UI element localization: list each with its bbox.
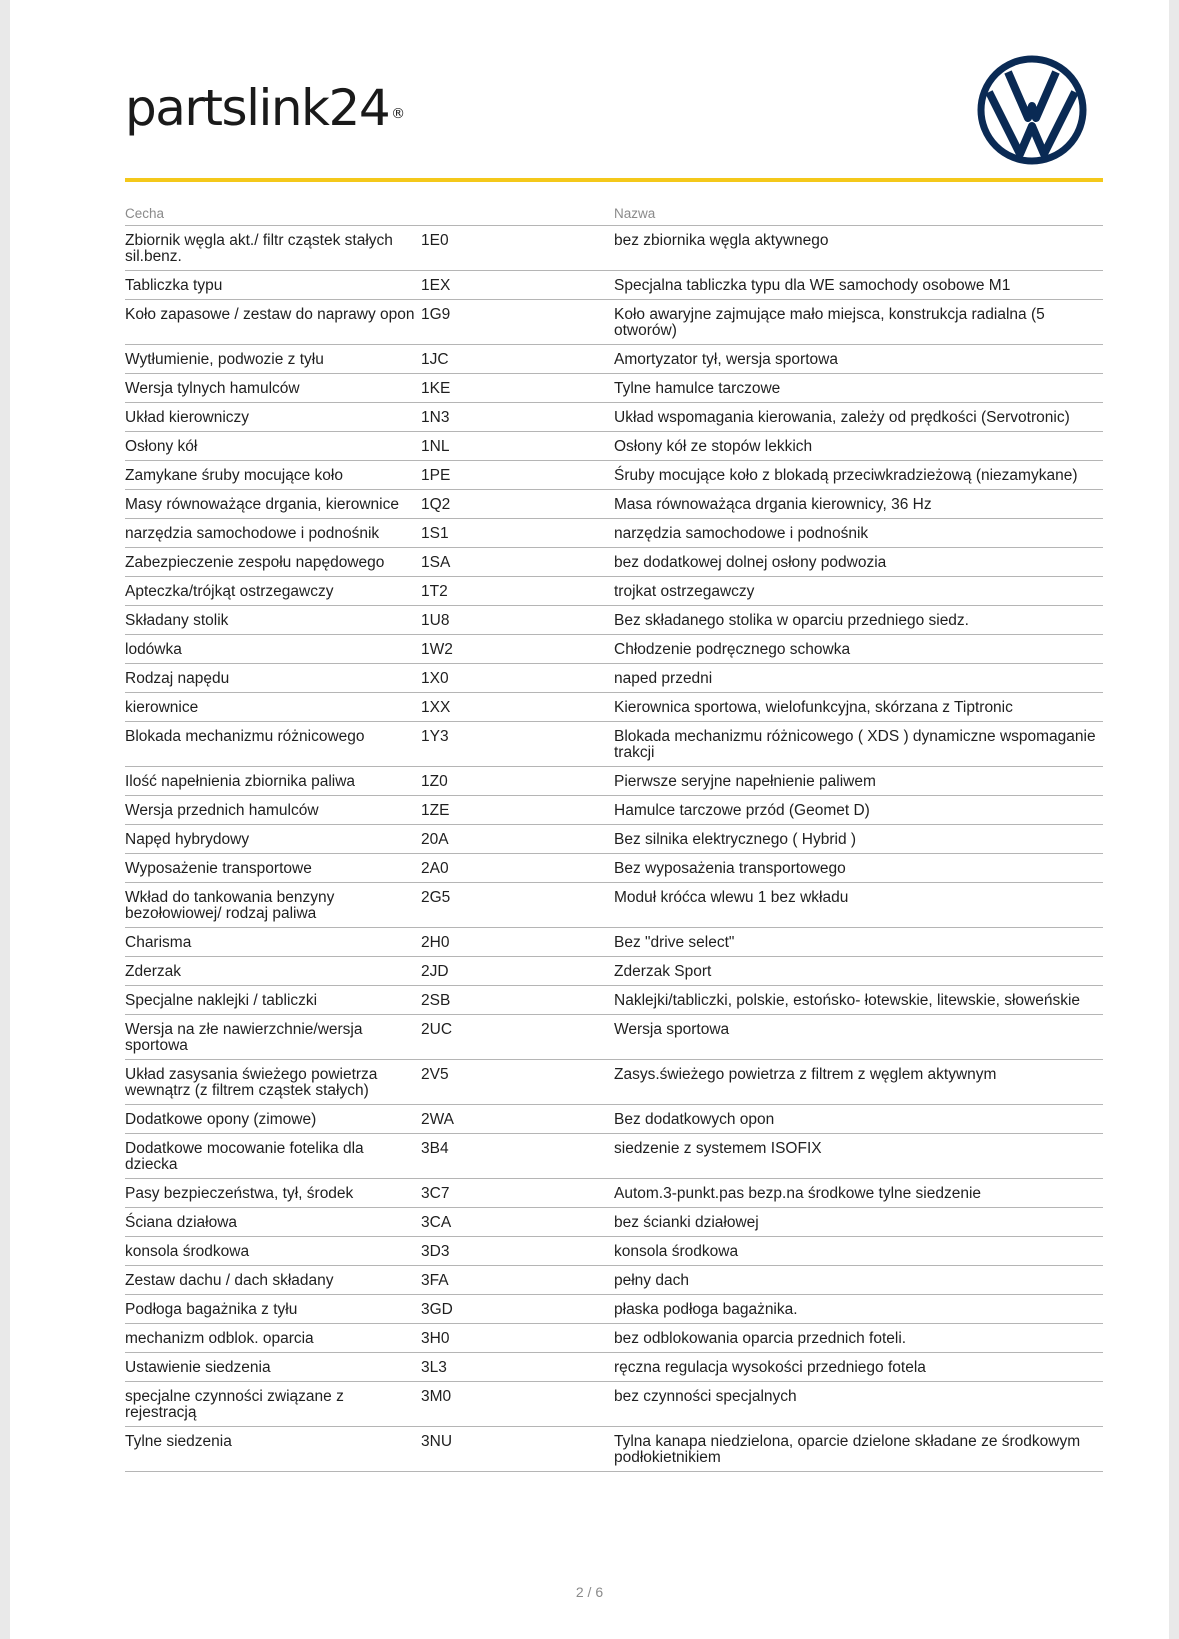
feature-code-cell: 2A0 — [421, 854, 614, 883]
table-row — [125, 1134, 1103, 1179]
feature-code-cell: 1E0 — [421, 226, 614, 271]
feature-name-cell: Zbiornik węgla akt./ filtr cząstek stałych sil.benz. — [125, 226, 421, 271]
feature-code-cell: 3NU — [421, 1427, 614, 1472]
table-row — [125, 722, 1103, 767]
table-row — [125, 548, 1103, 577]
table-row — [125, 1237, 1103, 1266]
feature-code-cell: 1S1 — [421, 519, 614, 548]
feature-code-cell: 2JD — [421, 957, 614, 986]
table-row — [125, 490, 1103, 519]
feature-value-cell: Bez dodatkowych opon — [614, 1105, 1103, 1134]
feature-code-cell: 1X0 — [421, 664, 614, 693]
feature-name-cell: Wersja na złe nawierzchnie/wersja sportowa — [125, 1015, 421, 1060]
feature-value-cell: Masa równoważąca drgania kierownicy, 36 Hz — [614, 490, 1103, 519]
document-page — [10, 0, 1169, 1639]
feature-name-cell: Ściana działowa — [125, 1208, 421, 1237]
table-row — [125, 1353, 1103, 1382]
feature-code-cell: 2WA — [421, 1105, 614, 1134]
feature-value-cell: Zderzak Sport — [614, 957, 1103, 986]
feature-name-cell: lodówka — [125, 635, 421, 664]
feature-value-cell: bez czynności specjalnych — [614, 1382, 1103, 1427]
feature-name-cell: Układ zasysania świeżego powietrza wewnątrz (z filtrem cząstek stałych) — [125, 1060, 421, 1105]
feature-name-cell: Apteczka/trójkąt ostrzegawczy — [125, 577, 421, 606]
feature-code-cell: 2UC — [421, 1015, 614, 1060]
feature-value-cell: naped przedni — [614, 664, 1103, 693]
feature-value-cell: Pierwsze seryjne napełnienie paliwem — [614, 767, 1103, 796]
feature-name-cell: Pasy bezpieczeństwa, tył, środek — [125, 1179, 421, 1208]
table-row — [125, 1427, 1103, 1472]
header-divider — [125, 178, 1103, 182]
feature-value-cell: płaska podłoga bagażnika. — [614, 1295, 1103, 1324]
feature-name-cell: Wyposażenie transportowe — [125, 854, 421, 883]
feature-value-cell: Śruby mocujące koło z blokadą przeciwkradzieżową (niezamykane) — [614, 461, 1103, 490]
feature-value-cell: pełny dach — [614, 1266, 1103, 1295]
column-header-nazwa: Nazwa — [614, 206, 1103, 226]
feature-name-cell: Podłoga bagażnika z tyłu — [125, 1295, 421, 1324]
feature-value-cell: bez dodatkowej dolnej osłony podwozia — [614, 548, 1103, 577]
feature-value-cell: Moduł króćca wlewu 1 bez wkładu — [614, 883, 1103, 928]
feature-name-cell: Blokada mechanizmu różnicowego — [125, 722, 421, 767]
feature-value-cell: Amortyzator tył, wersja sportowa — [614, 345, 1103, 374]
table-row — [125, 1382, 1103, 1427]
feature-name-cell: Układ kierowniczy — [125, 403, 421, 432]
table-row — [125, 957, 1103, 986]
feature-name-cell: narzędzia samochodowe i podnośnik — [125, 519, 421, 548]
feature-code-cell: 1KE — [421, 374, 614, 403]
partslink24-logo — [125, 78, 405, 138]
feature-name-cell: Wkład do tankowania benzyny bezołowiowej/ rodzaj paliwa — [125, 883, 421, 928]
feature-code-cell: 1W2 — [421, 635, 614, 664]
feature-code-cell: 3L3 — [421, 1353, 614, 1382]
feature-value-cell: Koło awaryjne zajmujące mało miejsca, konstrukcja radialna (5 otworów) — [614, 300, 1103, 345]
feature-value-cell: trojkat ostrzegawczy — [614, 577, 1103, 606]
logo-text: partslink24 — [125, 79, 390, 137]
table-row — [125, 374, 1103, 403]
feature-value-cell: Chłodzenie podręcznego schowka — [614, 635, 1103, 664]
feature-code-cell: 3H0 — [421, 1324, 614, 1353]
feature-value-cell: narzędzia samochodowe i podnośnik — [614, 519, 1103, 548]
feature-value-cell: Zasys.świeżego powietrza z filtrem z węglem aktywnym — [614, 1060, 1103, 1105]
table-row — [125, 693, 1103, 722]
feature-value-cell: siedzenie z systemem ISOFIX — [614, 1134, 1103, 1179]
page-indicator: 2 / 6 — [575, 1584, 604, 1600]
table-row — [125, 403, 1103, 432]
feature-value-cell: Tylna kanapa niedzielona, oparcie dzielone składane ze środkowym podłokietnikiem — [614, 1427, 1103, 1472]
feature-value-cell: bez ścianki działowej — [614, 1208, 1103, 1237]
table-row — [125, 271, 1103, 300]
feature-value-cell: Autom.3-punkt.pas bezp.na środkowe tylne siedzenie — [614, 1179, 1103, 1208]
feature-name-cell: Zamykane śruby mocujące koło — [125, 461, 421, 490]
feature-name-cell: Charisma — [125, 928, 421, 957]
feature-code-cell: 20A — [421, 825, 614, 854]
table-row — [125, 461, 1103, 490]
feature-value-cell: Specjalna tabliczka typu dla WE samochody osobowe M1 — [614, 271, 1103, 300]
feature-table — [125, 206, 1103, 1472]
volkswagen-logo-icon — [976, 54, 1088, 166]
column-header-cecha: Cecha — [125, 206, 421, 226]
feature-value-cell: Naklejki/tabliczki, polskie, estońsko- łotewskie, litewskie, słoweńskie — [614, 986, 1103, 1015]
feature-value-cell: Wersja sportowa — [614, 1015, 1103, 1060]
table-row — [125, 1060, 1103, 1105]
feature-value-cell: konsola środkowa — [614, 1237, 1103, 1266]
table-row — [125, 226, 1103, 271]
feature-value-cell: bez zbiornika węgla aktywnego — [614, 226, 1103, 271]
feature-code-cell: 1U8 — [421, 606, 614, 635]
feature-value-cell: Tylne hamulce tarczowe — [614, 374, 1103, 403]
table-row — [125, 1179, 1103, 1208]
table-row — [125, 1015, 1103, 1060]
feature-name-cell: Osłony kół — [125, 432, 421, 461]
feature-name-cell: Tabliczka typu — [125, 271, 421, 300]
feature-code-cell: 1ZE — [421, 796, 614, 825]
table-row — [125, 519, 1103, 548]
feature-name-cell: Składany stolik — [125, 606, 421, 635]
feature-code-cell: 2H0 — [421, 928, 614, 957]
feature-code-cell: 2G5 — [421, 883, 614, 928]
feature-code-cell: 1EX — [421, 271, 614, 300]
feature-name-cell: Dodatkowe mocowanie fotelika dla dziecka — [125, 1134, 421, 1179]
feature-code-cell: 3B4 — [421, 1134, 614, 1179]
feature-value-cell: Bez "drive select" — [614, 928, 1103, 957]
registered-mark: ® — [391, 106, 406, 122]
feature-name-cell: Rodzaj napędu — [125, 664, 421, 693]
feature-name-cell: Masy równoważące drgania, kierownice — [125, 490, 421, 519]
feature-name-cell: Wytłumienie, podwozie z tyłu — [125, 345, 421, 374]
feature-code-cell: 1NL — [421, 432, 614, 461]
table-row — [125, 1295, 1103, 1324]
column-header-code — [421, 206, 614, 226]
table-row — [125, 1105, 1103, 1134]
table-row — [125, 986, 1103, 1015]
table-header-row — [125, 206, 1103, 226]
feature-code-cell: 3M0 — [421, 1382, 614, 1427]
table-row — [125, 635, 1103, 664]
feature-name-cell: mechanizm odblok. oparcia — [125, 1324, 421, 1353]
feature-code-cell: 1XX — [421, 693, 614, 722]
feature-value-cell: Bez silnika elektrycznego ( Hybrid ) — [614, 825, 1103, 854]
feature-code-cell: 1N3 — [421, 403, 614, 432]
feature-name-cell: Dodatkowe opony (zimowe) — [125, 1105, 421, 1134]
feature-code-cell: 1Q2 — [421, 490, 614, 519]
table-row — [125, 606, 1103, 635]
feature-code-cell: 3D3 — [421, 1237, 614, 1266]
feature-name-cell: Zabezpieczenie zespołu napędowego — [125, 548, 421, 577]
feature-name-cell: Specjalne naklejki / tabliczki — [125, 986, 421, 1015]
table-row — [125, 825, 1103, 854]
feature-name-cell: Koło zapasowe / zestaw do naprawy opon — [125, 300, 421, 345]
feature-code-cell: 1PE — [421, 461, 614, 490]
feature-value-cell: Hamulce tarczowe przód (Geomet D) — [614, 796, 1103, 825]
feature-name-cell: Napęd hybrydowy — [125, 825, 421, 854]
feature-value-cell: ręczna regulacja wysokości przedniego fotela — [614, 1353, 1103, 1382]
table-row — [125, 1208, 1103, 1237]
table-row — [125, 928, 1103, 957]
feature-code-cell: 1G9 — [421, 300, 614, 345]
feature-code-cell: 3GD — [421, 1295, 614, 1324]
table-row — [125, 577, 1103, 606]
feature-value-cell: Bez wyposażenia transportowego — [614, 854, 1103, 883]
feature-value-cell: Blokada mechanizmu różnicowego ( XDS ) dynamiczne wspomaganie trakcji — [614, 722, 1103, 767]
feature-code-cell: 3C7 — [421, 1179, 614, 1208]
feature-name-cell: kierownice — [125, 693, 421, 722]
feature-name-cell: Wersja tylnych hamulców — [125, 374, 421, 403]
page-header — [10, 0, 1169, 190]
table-row — [125, 664, 1103, 693]
table-row — [125, 1324, 1103, 1353]
feature-code-cell: 1SA — [421, 548, 614, 577]
table-row — [125, 796, 1103, 825]
feature-code-cell: 2SB — [421, 986, 614, 1015]
feature-name-cell: Wersja przednich hamulców — [125, 796, 421, 825]
feature-value-cell: bez odblokowania oparcia przednich foteli. — [614, 1324, 1103, 1353]
table-row — [125, 1266, 1103, 1295]
feature-code-cell: 3FA — [421, 1266, 614, 1295]
feature-code-cell: 1T2 — [421, 577, 614, 606]
feature-value-cell: Bez składanego stolika w oparciu przedniego siedz. — [614, 606, 1103, 635]
feature-code-cell: 2V5 — [421, 1060, 614, 1105]
feature-name-cell: Ustawienie siedzenia — [125, 1353, 421, 1382]
feature-value-cell: Układ wspomagania kierowania, zależy od prędkości (Servotronic) — [614, 403, 1103, 432]
table-row — [125, 883, 1103, 928]
feature-code-cell: 3CA — [421, 1208, 614, 1237]
table-row — [125, 854, 1103, 883]
feature-name-cell: konsola środkowa — [125, 1237, 421, 1266]
table-row — [125, 345, 1103, 374]
table-row — [125, 767, 1103, 796]
table-row — [125, 432, 1103, 461]
feature-name-cell: Zestaw dachu / dach składany — [125, 1266, 421, 1295]
feature-name-cell: Zderzak — [125, 957, 421, 986]
feature-name-cell: Tylne siedzenia — [125, 1427, 421, 1472]
feature-name-cell: Ilość napełnienia zbiornika paliwa — [125, 767, 421, 796]
feature-value-cell: Kierownica sportowa, wielofunkcyjna, skórzana z Tiptronic — [614, 693, 1103, 722]
feature-value-cell: Osłony kół ze stopów lekkich — [614, 432, 1103, 461]
table-row — [125, 300, 1103, 345]
feature-name-cell: specjalne czynności związane z rejestracją — [125, 1382, 421, 1427]
feature-code-cell: 1Y3 — [421, 722, 614, 767]
feature-code-cell: 1JC — [421, 345, 614, 374]
feature-code-cell: 1Z0 — [421, 767, 614, 796]
